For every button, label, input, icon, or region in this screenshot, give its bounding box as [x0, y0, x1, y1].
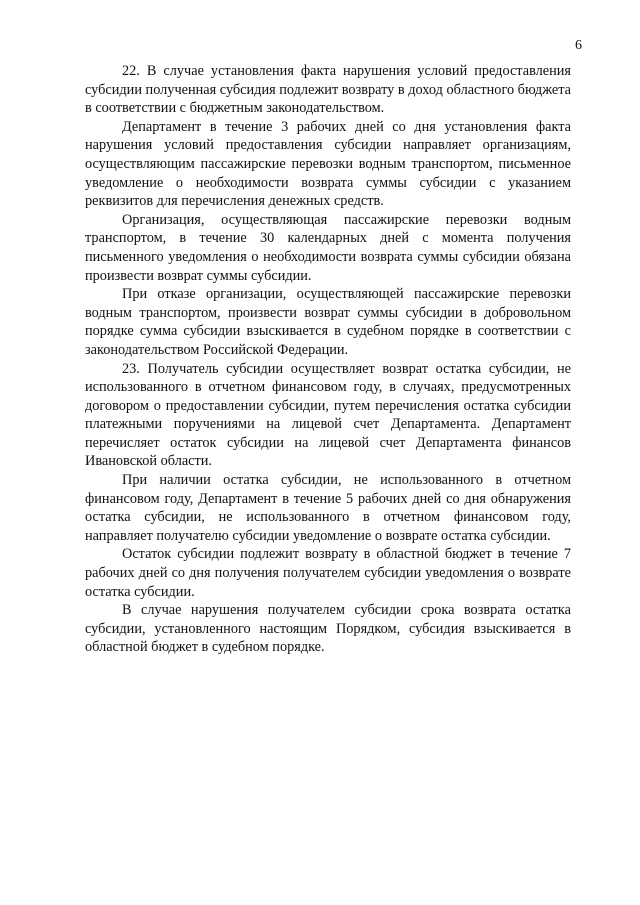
paragraph-department-notification: Департамент в течение 3 рабочих дней со дня установления факта нарушения условий предоставления субсидии направляет организациям, осуществляющим пассажирские перевозки водным транспортом, письменное уведомление о необходимости возврата суммы субсидии с указанием реквизитов для перечисления денежных средств.	[85, 118, 571, 210]
paragraph-balance-return-deadline: Остаток субсидии подлежит возврату в областной бюджет в течение 7 рабочих дней со дня получения получателем субсидии уведомления о возврате остатка субсидии.	[85, 546, 571, 600]
paragraph-refusal-court-recovery: При отказе организации, осуществляющей пассажирские перевозки водным транспортом, произвести возврат суммы субсидии в добровольном порядке сумма субсидии взыскивается в судебном порядке в соответствии с законодательством Российской Федерации.	[85, 286, 571, 358]
paragraph-deadline-violation: В случае нарушения получателем субсидии срока возврата остатка субсидии, установленного настоящим Порядком, субсидия взыскивается в областной бюджет в судебном порядке.	[85, 602, 571, 656]
paragraph-22-violation-return: 22. В случае установления факта нарушения условий предоставления субсидии полученная субсидия подлежит возврату в доход областного бюджета в соответствии с бюджетным законодательством.	[85, 63, 571, 117]
paragraph-23-unused-balance-return: 23. Получатель субсидии осуществляет возврат остатка субсидии, не использованного в отчетном финансовом году, в случаях, предусмотренных договором о предоставлении субсидии, путем перечисления остатка субсидии платежными поручениями на лицевой счет Департамента. Департамент перечисляет остаток субсидии на лицевой счет Департамента финансов Ивановской области.	[85, 360, 571, 470]
document-body	[85, 62, 571, 657]
paragraph-balance-notification: При наличии остатка субсидии, не использованного в отчетном финансовом году, Департамент в течение 5 рабочих дней со дня обнаружения остатка субсидии, не использованного в отчетном финансовом году, направляет получателю субсидии уведомление о возврате остатка субсидии.	[85, 472, 571, 544]
page-number: 6	[575, 38, 582, 53]
paragraph-organization-return-deadline: Организация, осуществляющая пассажирские перевозки водным транспортом, в течение 30 календарных дней с момента получения письменного уведомления о необходимости возврата суммы субсидии обязана произвести возврат суммы субсидии.	[85, 211, 571, 284]
